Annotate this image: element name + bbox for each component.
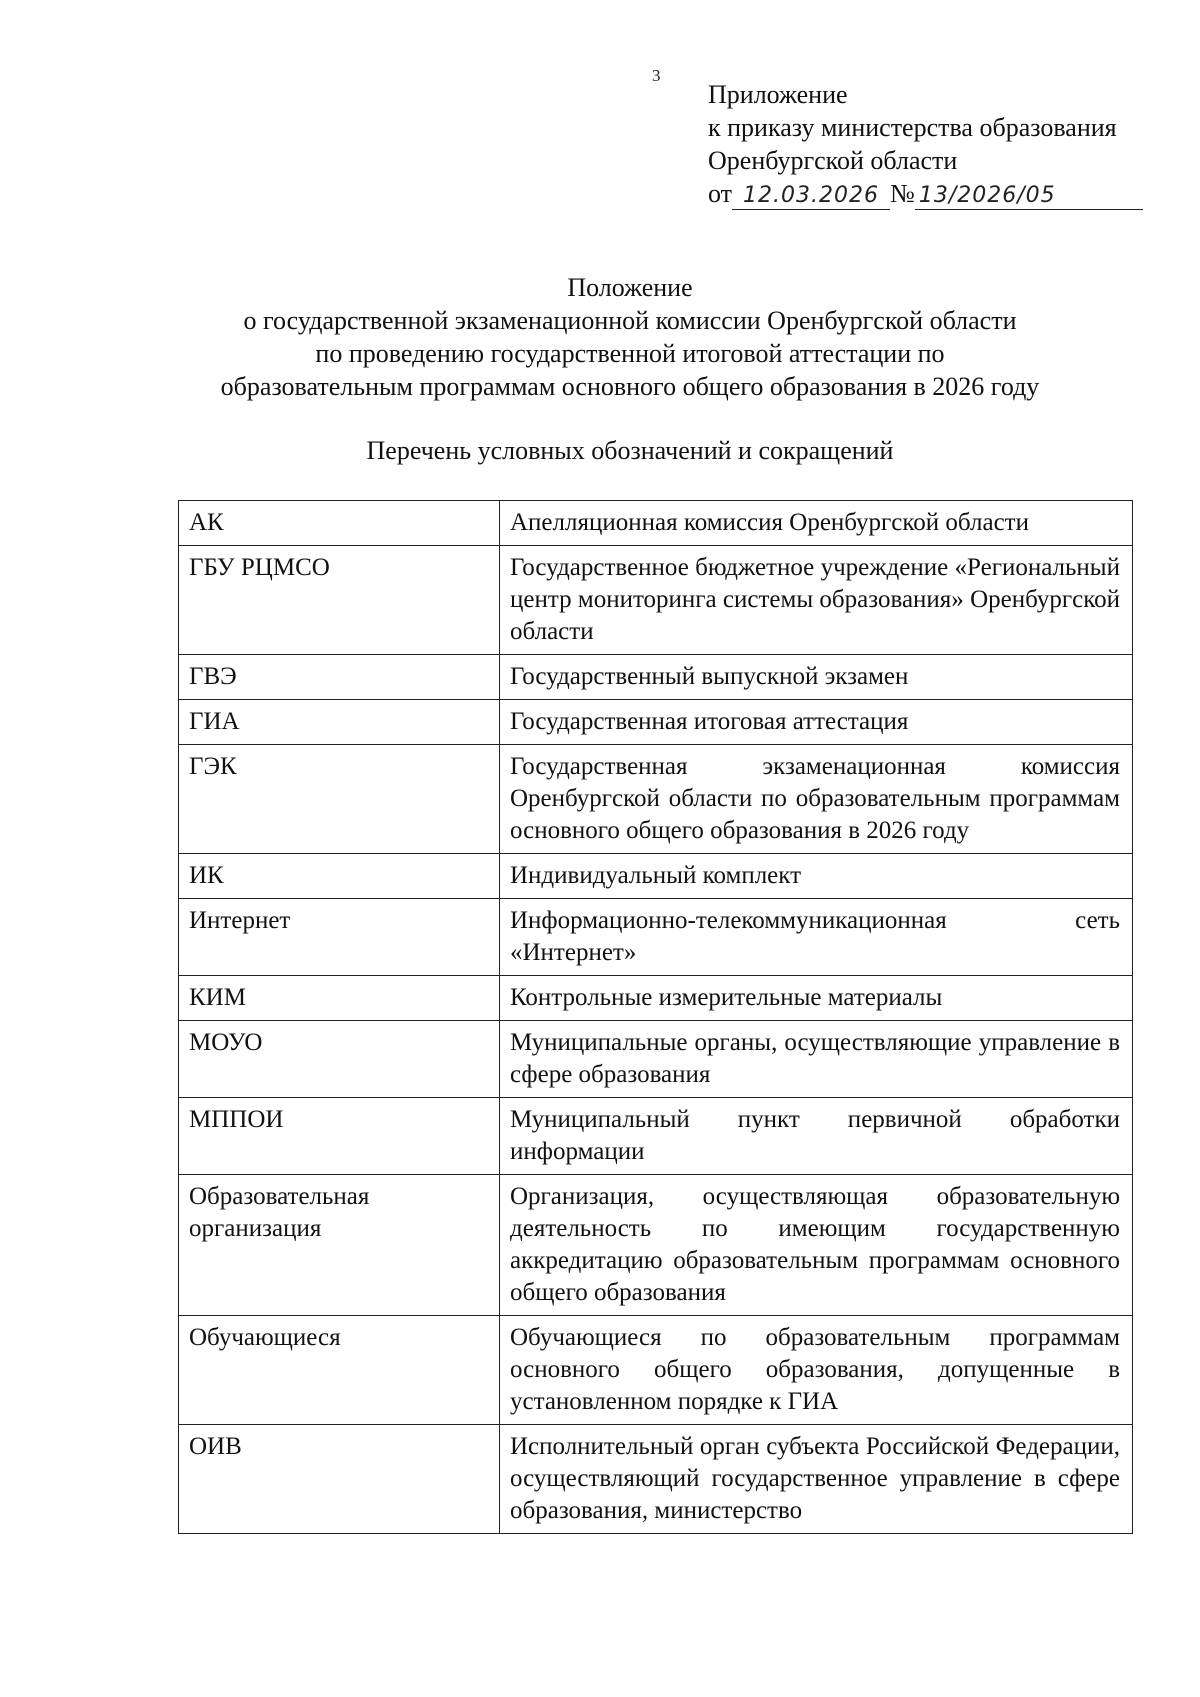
abbreviation-definition: Исполнительный орган субъекта Российской Федерации, осуществляющий государственное управление в сфере образования, министерство xyxy=(500,1425,1133,1534)
abbreviation-definition: Организация, осуществляющая образовательную деятельность по имеющим государственную аккредитацию образовательным программам основного общего образования xyxy=(500,1175,1133,1316)
abbreviation-term: ГИА xyxy=(179,700,500,745)
annex-header xyxy=(708,78,1143,210)
annex-line-2: к приказу министерства образования xyxy=(708,113,1117,142)
abbreviation-definition: Индивидуальный комплект xyxy=(500,854,1133,899)
abbreviation-term: Обучающиеся xyxy=(179,1316,500,1425)
handwritten-date: 12.03.2026 xyxy=(732,183,890,210)
abbreviation-definition: Государственная экзаменационная комиссия Оренбургской области по образовательным программам основного общего образования в 2026 году xyxy=(500,745,1133,854)
table-row xyxy=(179,1175,1133,1316)
table-row xyxy=(179,899,1133,976)
title-line-4: образовательным программам основного общего образования в 2026 году xyxy=(220,372,1040,401)
section-subtitle: Перечень условных обозначений и сокращений xyxy=(366,436,894,465)
abbreviations-table xyxy=(178,500,1133,1534)
abbreviation-definition: Апелляционная комиссия Оренбургской области xyxy=(500,501,1133,546)
title-line-2: о государственной экзаменационной комиссии Оренбургской области xyxy=(243,306,1017,335)
handwritten-order-number: 13/2026/05 xyxy=(915,183,1143,210)
table-row xyxy=(179,976,1133,1021)
abbreviation-term: КИМ xyxy=(179,976,500,1021)
table-row xyxy=(179,854,1133,899)
table-row xyxy=(179,1098,1133,1175)
document-title xyxy=(180,271,1080,403)
annex-line-1: Приложение xyxy=(708,80,848,109)
abbreviation-term: МОУО xyxy=(179,1021,500,1098)
abbreviation-term: Интернет xyxy=(179,899,500,976)
table-row xyxy=(179,546,1133,655)
order-date-number-line xyxy=(708,177,1143,210)
title-line-1: Положение xyxy=(567,273,693,302)
table-row xyxy=(179,655,1133,700)
abbreviation-term: МППОИ xyxy=(179,1098,500,1175)
table-row xyxy=(179,1425,1133,1534)
abbreviation-term: ГВЭ xyxy=(179,655,500,700)
table-row xyxy=(179,501,1133,546)
abbreviation-definition: Информационно-телекоммуникационная сеть «Интернет» xyxy=(500,899,1133,976)
abbreviation-definition: Государственное бюджетное учреждение «Региональный центр мониторинга системы образования» Оренбургской области xyxy=(500,546,1133,655)
page-number: 3 xyxy=(652,66,661,85)
table-row xyxy=(179,1021,1133,1098)
table-row xyxy=(179,700,1133,745)
abbreviation-term: ИК xyxy=(179,854,500,899)
abbreviation-definition: Муниципальные органы, осуществляющие управление в сфере образования xyxy=(500,1021,1133,1098)
abbreviation-term: ОИВ xyxy=(179,1425,500,1534)
abbreviation-definition: Государственная итоговая аттестация xyxy=(500,700,1133,745)
annex-line-3: Оренбургской области xyxy=(708,146,958,175)
abbreviation-term: Образовательная организация xyxy=(179,1175,500,1316)
abbreviation-term: ГБУ РЦМСО xyxy=(179,546,500,655)
table-row xyxy=(179,745,1133,854)
abbreviation-definition: Муниципальный пункт первичной обработки информации xyxy=(500,1098,1133,1175)
date-prefix: от xyxy=(708,179,733,208)
abbreviation-term: АК xyxy=(179,501,500,546)
abbreviation-definition: Обучающиеся по образовательным программам основного общего образования, допущенные в установленном порядке к ГИА xyxy=(500,1316,1133,1425)
number-prefix: № xyxy=(890,179,915,208)
abbreviation-definition: Государственный выпускной экзамен xyxy=(500,655,1133,700)
table-row xyxy=(179,1316,1133,1425)
abbreviation-term: ГЭК xyxy=(179,745,500,854)
abbreviation-definition: Контрольные измерительные материалы xyxy=(500,976,1133,1021)
title-line-3: по проведению государственной итоговой аттестации по xyxy=(315,339,945,368)
